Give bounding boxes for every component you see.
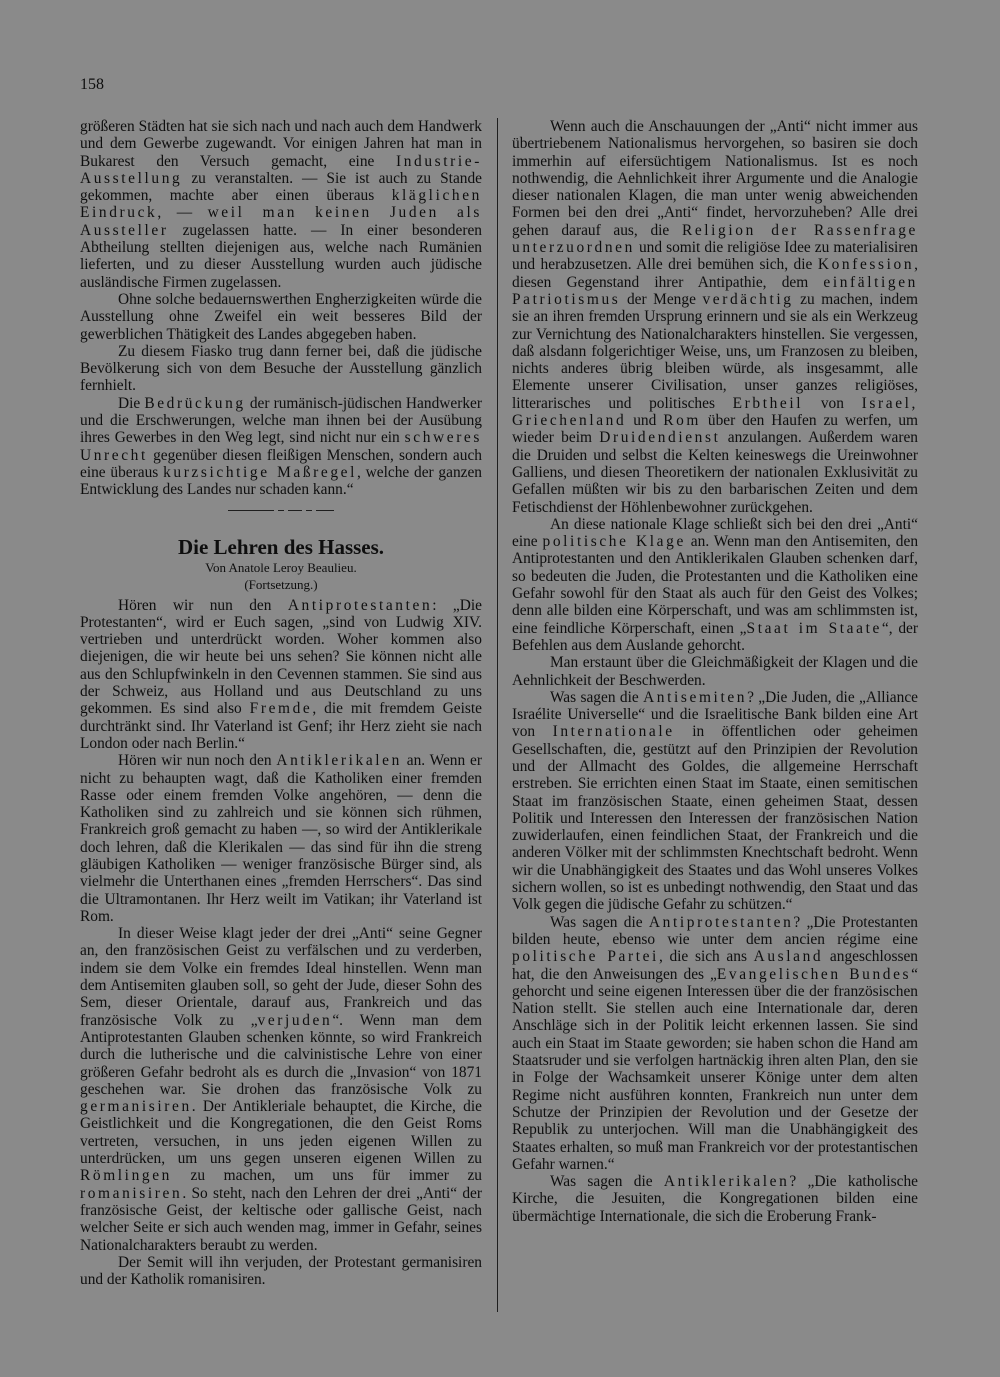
emphasized-text: Antiprotestanten [648, 913, 794, 931]
paragraph [512, 1173, 918, 1225]
column-rule [497, 118, 498, 1312]
text-run: größeren Städten hat sie sich nach und nach auch dem Handwerk und dem Gewerbe zugewandt. Vor einigen Jahren hat man in Bukarest den Versuch gemacht, eine [80, 118, 482, 170]
text-run: Was sagen die [550, 688, 644, 706]
text-run: zu veranstalten. — Sie ist auch zu Stande gekommen, machte aber einen überaus [80, 169, 482, 205]
emphasized-text: schweres Unrecht [80, 429, 482, 464]
emphasized-text: politische Partei [512, 948, 659, 966]
text-run: Der Semit will ihn verjuden, der Protestant germanisiren und der Katholik romanisiren. [80, 1253, 482, 1289]
paragraph [80, 925, 482, 1254]
paragraph [80, 343, 482, 395]
text-run: ? „Die katholische Kirche, die Jesuiten, die Kongregationen bilden eine übermächtige Internationale, die sich die Eroberung Frank- [512, 1173, 918, 1225]
text-run: ? „Die Juden, die „Alliance Israélite Universelle“ und die Israelitische Bank bilden eine Art von [512, 688, 918, 741]
previous-article-continuation [80, 118, 482, 499]
article-body [80, 597, 482, 1289]
text-run: Man erstaunt über die Gleichmäßigkeit der Klagen und die Aehnlichkeit der Beschwerden. [512, 654, 918, 689]
paragraph [512, 654, 918, 689]
paragraph [80, 395, 482, 499]
text-run: und [626, 412, 664, 430]
text-run: und somit die religiöse Idee zu materialisiren und herabzusetzen. Alle drei bemühen sich, die [512, 239, 918, 274]
text-run: der rumänisch-jüdischen Handwerker und die Erschwerungen, welche man ihnen bei der Ausübung ihres Gewerbes in den Weg legt, sind nicht nur ein [80, 394, 482, 447]
paragraph [512, 689, 918, 914]
text-run: Wenn auch die Anschauungen der „Anti“ nicht immer aus übertriebenem Nationalismus hervorgehen, so basiren sie doch immerhin auf eifersüchtigem Nationalismus. Ist es noch nothwendig, die Aehnlichkeit ihrer Argumente und die Analogie dieser nationalen Klagen, die man unter wenig abweichenden Formen bei den drei „Anti“ findet, hervorzuheben? Alle drei gehen darauf aus, die [512, 118, 918, 239]
text-run: : „Die Protestanten“, wird er Euch sagen, „sind von Ludwig XIV. vertrieben und unterdrückt worden. Woher kommen also diejenigen, die wir heute bei uns sehen? Sie können nicht alle aus den Schlupfwinkeln in den Cevennen stammen. Sie sind aus der Schweiz, aus Holland und aus Deutschland zu uns gekommen. Es sind also [80, 596, 482, 718]
text-run: “. Wenn man dem Antiprotestanten Glauben schenken könnte, so wird Frankreich durch die lutherische und die calvinistische Lehre von einer größeren Gefahr bedroht als es durch die „Invasion“ von 1871 geschehen war. Sie drohen das französische Volk zu [80, 1011, 482, 1098]
divider-segment [288, 510, 302, 511]
emphasized-text: verjuden [257, 1011, 333, 1029]
emphasized-text: Antiprotestanten [287, 596, 433, 614]
text-run: , diesen Gegenstand ihrer Antipathie, dem [512, 256, 918, 291]
text-run: gegenüber diesen fleißigen Menschen, sondern auch eine überaus [80, 446, 482, 481]
text-run: Hören wir nun den [118, 596, 288, 614]
left-column [80, 118, 482, 1288]
text-run: An diese nationale Klage schließt sich bei den drei „Anti“ eine [512, 515, 918, 551]
paragraph [512, 516, 918, 654]
emphasized-text: einfältigen Patriotismus [512, 273, 918, 308]
text-run: in öffentlichen oder geheimen Gesellschaften, die, gestützt auf den Prinzipien der Revolution und der Allmacht des Goldes, die allgemeine Herrschaft erstreben. Sie errichten einen Staat im Staate, einen semitischen Staat im französischen Staate, einen geheimen Staat, dessen Politik und Interessen den Interessen der französischen Nation zuwiderlaufen, einen feindlichen Staat, der Frankreich und die anderen Völker mit der schlimmsten Knechtschaft bedroht. Wenn wir die Unabhängigkeit des Staates und das Wohl unseres Volkes sichern wollen, so ist es unbedingt nothwendig, den Staat und das Volk gegen die jüdische Gefahr zu schützen.“ [512, 723, 918, 914]
text-run: Hören wir nun noch den [118, 752, 277, 770]
paragraph [512, 118, 918, 516]
emphasized-text: Erbtheil [732, 394, 804, 412]
text-run: von [803, 394, 862, 412]
article-body-continued [512, 118, 918, 1225]
emphasized-text: Fremde [249, 700, 313, 718]
emphasized-text: Evangelischen Bundes [716, 965, 912, 983]
emphasized-text: Israel, Griechenland [512, 394, 919, 430]
article-title: Die Lehren des Hasses. [177, 534, 385, 559]
text-run: ? „Die Protestanten bilden heute, ebenso wie unter dem ancien régime eine [512, 913, 918, 948]
divider-segment [316, 510, 334, 511]
emphasized-text: weil man keinen Juden als Aussteller [80, 204, 482, 239]
emphasized-text: kurzsichtige Maßregel [163, 463, 358, 481]
emphasized-text: Antiklerikalen [276, 752, 402, 770]
text-run: Ohne solche bedauernswerthen Engherzigkeiten würde die Ausstellung ohne Zweifel ein weit besseres Bild der gewerblichen Thätigkeit des Landes abgegeben haben. [80, 290, 482, 343]
text-run: Was sagen die [550, 913, 649, 931]
emphasized-text: romanisiren [80, 1184, 183, 1202]
emphasized-text: Staat im Staate [746, 619, 882, 637]
text-run: . So steht, nach den Lehren der drei „Anti“ der französische Geist, der keltische oder gallische Geist, nach welcher Seite er sich auch wenden mag, immer in Gefahr, seines Nationalcharakters beraubt zu werden. [80, 1184, 482, 1254]
text-run: zu machen, um uns für immer zu [171, 1167, 482, 1185]
divider-segment [278, 510, 284, 511]
text-run: Die [118, 394, 145, 412]
article-byline: Von Anatole Leroy Beaulieu. [205, 559, 357, 575]
text-run: angeschlossen hat, die den Anweisungen des „ [512, 948, 918, 983]
emphasized-text: germanisiren [80, 1098, 192, 1116]
emphasized-text: politische Klage [542, 533, 686, 551]
continuation-note: (Fortsetzung.) [244, 576, 318, 592]
text-run: Zu diesem Fiasko trug dann ferner bei, daß die jüdische Bevölkerung sich von dem Besuche der Ausstellung gänzlich fernhielt. [80, 342, 482, 395]
text-run: . Der Antikleriale behauptet, die Kirche, die Geistlichkeit und die Kongregationen, die den Geist Roms vertreten, versuchen, in uns jeden eigenen Willen zu unterdrücken, um uns gegen unseren eigenen Willen zu [80, 1098, 482, 1168]
paragraph [80, 597, 482, 753]
text-run: zu machen, indem sie an ihren fremden Ursprung erinnern und sie als ein Werkzeug zur Vernichtung des Nationalcharakters hinstellen. Sie vergessen, daß alsdann folgerichtiger Weise, uns, um Franzosen zu bleiben, nichts anderes übrig bleiben würde, als insgesammt, alle Elemente unserer Civilisation, unser ganzes religiöses, litterarisches und politisches [512, 290, 918, 412]
emphasized-text: Religion der Rassenfrage unterzuordnen [512, 221, 918, 257]
emphasized-text: Druidendienst [599, 429, 721, 447]
divider-segment [228, 510, 274, 511]
emphasized-text: kläglichen Eindruck [80, 187, 482, 222]
emphasized-text: Antisemiten [643, 688, 748, 706]
emphasized-text: Industrie-Ausstellung [80, 152, 482, 187]
text-run: über den Haufen zu werfen, um wieder beim [512, 412, 918, 447]
emphasized-text: verdächtig [702, 290, 794, 308]
emphasized-text: Ausland [753, 948, 824, 966]
text-run: anzulangen. Außerdem waren die Druiden und selbst die Kelten keineswegs die Ureinwohner Galliens, und diesen Theoretikern der nationalen Exklusivität zu Gefallen müßten wir bis zu den barbarischen Zeiten und dem Fetischdienst der Höhlenbewohner zurückgehen. [512, 429, 918, 516]
text-run: In dieser Weise klagt jeder der drei „Anti“ seine Gegner an, den französischen Geist zu verfälschen und zu verderben, indem sie dem Volke ein fremdes Ideal hinstellen. Wenn man dem Antisemiten glauben soll, so geht der Jude, dieser Sohn des Sem, dieser Orientale, darauf aus, Frankreich und das französische Volk zu „ [80, 925, 482, 1029]
paragraph [512, 914, 918, 1173]
emphasized-text: Internationale [552, 723, 675, 741]
text-run: an. Wenn er nicht zu behaupten wagt, daß die Katholiken einer fremden Rasse oder einem fremden Volke angehören, — denn die Katholiken sind zu zahlreich und sie können sich rühmen, Frankreich groß gemacht zu haben —, so wird der Antiklerikale doch lehren, daß die Klerikalen — das sind für ihn die streng gläubigen Katholiken — weniger französische Bürger sind, als vielmehr die Unterthanen eines „fremden Herrschers“. Das sind die Ultramontanen. Ihr Herz weilt im Vatikan; ihr Vaterland ist Rom. [80, 752, 482, 925]
divider-segment [306, 510, 312, 511]
emphasized-text: Bedrückung [144, 394, 246, 412]
page-number: 158 [80, 76, 104, 93]
text-run: zugelassen hatte. — In einer besonderen Abtheilung stellten diejenigen aus, welche nach Rumänien lieferten, und zu dieser Ausstellung wurden auch jüdische ausländische Firmen zugelassen. [80, 221, 482, 291]
text-run: an. Wenn man den Antisemiten, den Antiprotestanten und den Antiklerikalen Glauben schenken darf, so bedeuten die Juden, die Protestanten und die Katholiken eine Gefahr sowohl für den Staat als auch für den Geist des Volkes; denn alle bilden eine Körperschaft, und was am schlimmsten ist, eine feindliche Körperschaft, einen „ [512, 533, 919, 637]
emphasized-text: Antiklerikalen [663, 1173, 790, 1191]
section-divider [80, 509, 482, 513]
paragraph [80, 752, 482, 925]
text-run: , die sich ans [658, 948, 754, 966]
emphasized-text: Römlingen [80, 1167, 172, 1185]
paragraph [80, 1254, 482, 1289]
text-run: Was sagen die [550, 1173, 664, 1191]
right-column [512, 118, 918, 1225]
text-run: , — [157, 204, 208, 222]
text-run: , welche der ganzen Entwicklung des Landes nur schaden kann.“ [80, 463, 483, 499]
paragraph [80, 118, 482, 291]
emphasized-text: Rom [663, 412, 701, 430]
text-run: “ gehorcht und seine eigenen Interessen über die der französischen Nation stellt. Sie stellen auch eine Internationale dar, deren Anschläge sich in der Politik leicht erkennen lassen. Sie sind auch ein Staat im Staate geworden; sie haben schon die Hand am Staatsruder und sie verfolgen hartnäckig ihren alten Plan, den sie in Folge der Wachsamkeit unserer Könige unter dem alten Regime nicht ausführen konnten, Frankreich nun unter dem Schutze der Prinzipien der Revolution und der Gesetze der Republik zu unterjochen. Will man die Unabhängigkeit des Staates erhalten, so muß man Frankreich vor der protestantischen Gefahr warnen.“ [512, 965, 919, 1173]
text-run: “, der Befehlen aus dem Auslande gehorcht. [512, 619, 919, 654]
paragraph [80, 291, 482, 343]
text-run: , die mit fremdem Geiste durchtränkt sind. Ihr Vaterland ist Genf; ihr Herz zieht sie nach London oder nach Berlin.“ [80, 700, 483, 752]
text-run: der Menge [620, 290, 703, 308]
emphasized-text: Konfession [817, 256, 915, 274]
article [80, 535, 482, 1289]
